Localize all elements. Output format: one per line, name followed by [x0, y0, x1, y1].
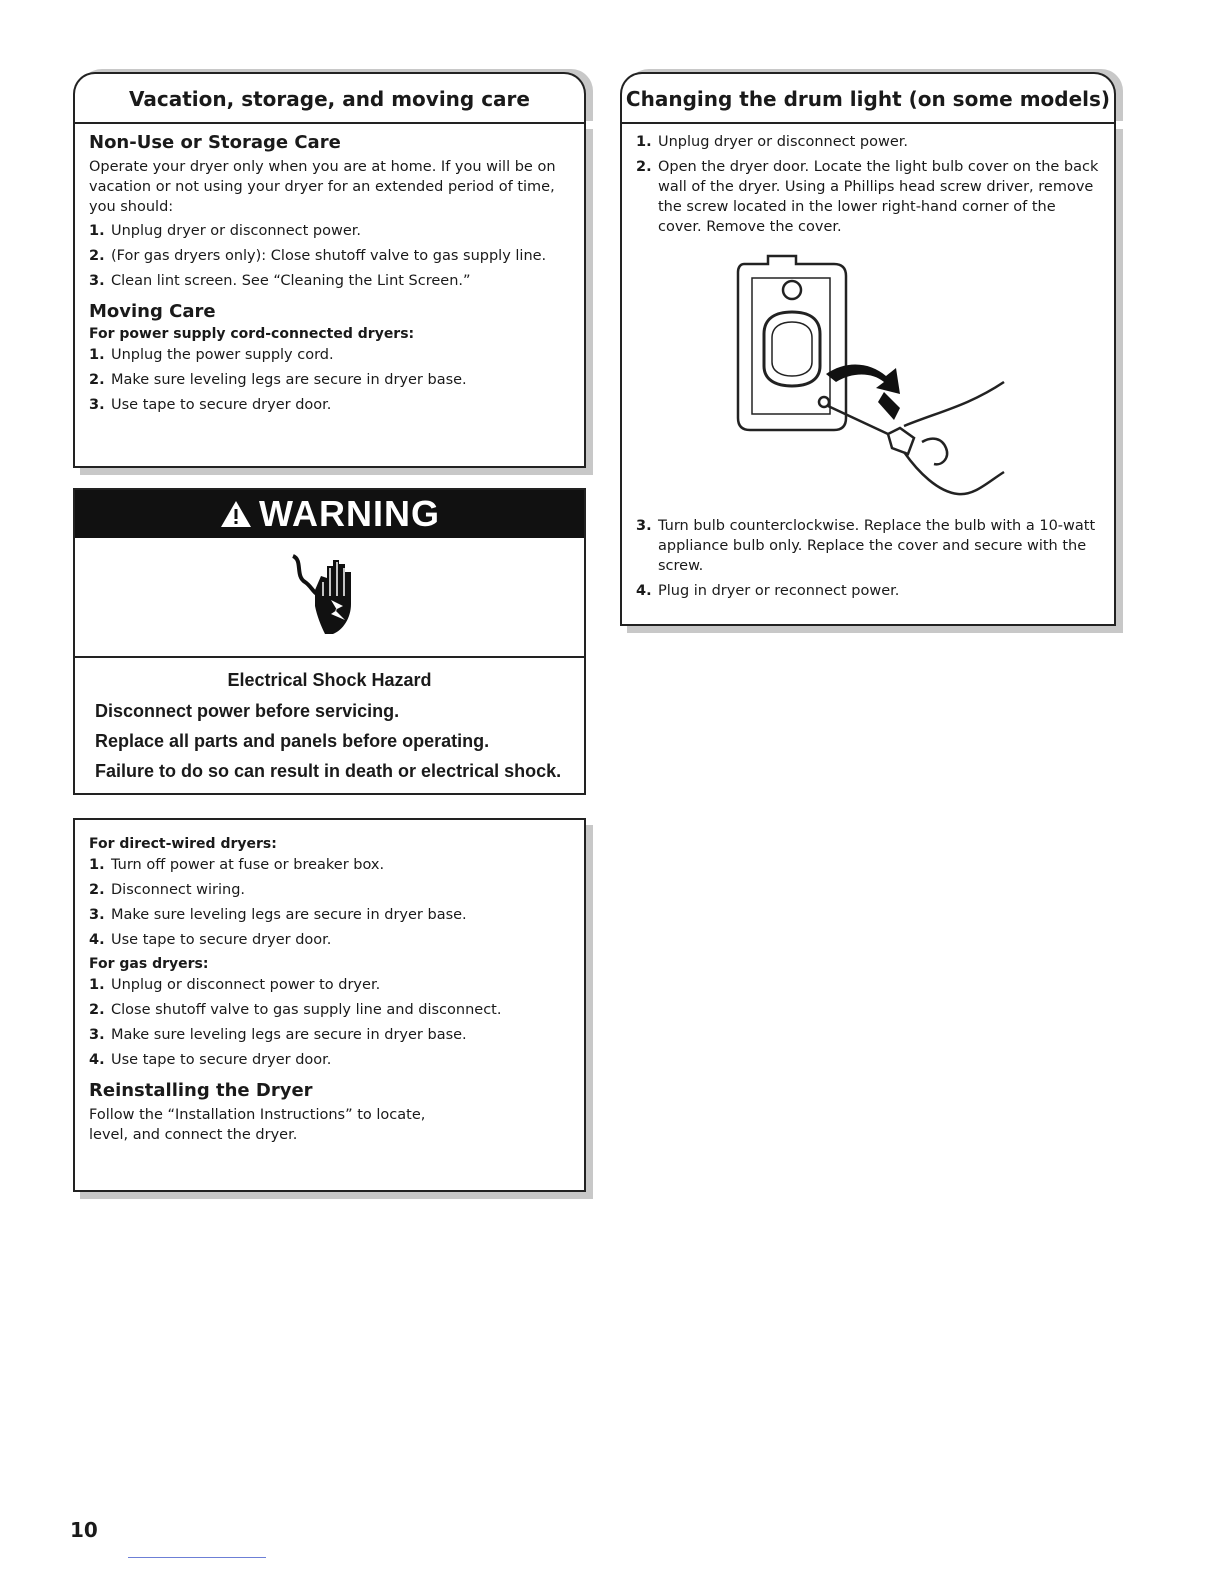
- non-use-intro: Operate your dryer only when you are at home. If you will be on vacation or not using your dryer for an extended period of time, you should:: [89, 159, 556, 215]
- step-text: Make sure leveling legs are secure in dryer base.: [111, 372, 467, 388]
- moving-steps: [89, 345, 570, 415]
- footer-rule: [128, 1557, 266, 1558]
- step-text: Unplug dryer or disconnect power.: [111, 223, 362, 239]
- step-text: Use tape to secure dryer door.: [111, 397, 332, 413]
- list-item: [89, 855, 570, 875]
- step-number: 4.: [636, 583, 652, 599]
- step-number: 1.: [89, 223, 105, 239]
- list-item: [636, 132, 1100, 152]
- warning-box: [73, 488, 586, 795]
- step-number: 3.: [89, 907, 105, 923]
- list-item: [89, 930, 570, 950]
- step-number: 1.: [89, 977, 105, 993]
- step-text: Unplug dryer or disconnect power.: [658, 134, 909, 150]
- gas-steps: [89, 975, 570, 1070]
- page-number: 10: [70, 1518, 98, 1542]
- step-number: 1.: [89, 347, 105, 363]
- drum-light-steps-bottom: [636, 516, 1100, 601]
- drum-light-section-box: [620, 122, 1116, 626]
- step-number: 1.: [636, 134, 652, 150]
- list-item: [89, 1000, 570, 1020]
- electrical-shock-hand-icon: [287, 546, 367, 646]
- list-item: [89, 271, 570, 291]
- list-item: [636, 157, 1100, 237]
- drum-light-section-title: Changing the drum light (on some models): [625, 87, 1111, 111]
- step-number: 4.: [89, 932, 105, 948]
- list-item: [89, 246, 570, 266]
- step-text: Use tape to secure dryer door.: [111, 1052, 332, 1068]
- step-text: (For gas dryers only): Close shutoff valve to gas supply line.: [111, 248, 547, 264]
- step-number: 2.: [89, 248, 105, 264]
- direct-wired-subheading: For direct-wired dryers:: [89, 836, 277, 852]
- step-text: Unplug or disconnect power to dryer.: [111, 977, 381, 993]
- cord-connected-subheading: For power supply cord-connected dryers:: [89, 326, 415, 342]
- step-text: Use tape to secure dryer door.: [111, 932, 332, 948]
- drum-light-cover-illustration: [638, 242, 1098, 512]
- list-item: [89, 370, 570, 390]
- step-number: 4.: [89, 1052, 105, 1068]
- step-text: Turn bulb counterclockwise. Replace the bulb with a 10-watt appliance bulb only. Replace the cover and secure with the screw.: [658, 518, 1096, 574]
- non-use-heading: Non-Use or Storage Care: [89, 132, 341, 153]
- non-use-steps: [89, 221, 570, 291]
- step-text: Plug in dryer or reconnect power.: [658, 583, 900, 599]
- step-number: 2.: [636, 159, 652, 175]
- step-text: Close shutoff valve to gas supply line and disconnect.: [111, 1002, 502, 1018]
- list-item: [636, 581, 1100, 601]
- reinstalling-heading: Reinstalling the Dryer: [89, 1080, 313, 1101]
- list-item: [89, 1050, 570, 1070]
- list-item: [89, 905, 570, 925]
- step-number: 2.: [89, 1002, 105, 1018]
- direct-wired-steps: [89, 855, 570, 950]
- warning-icon-area: [75, 538, 584, 658]
- list-item: [636, 516, 1100, 576]
- warning-triangle-icon: [219, 499, 253, 529]
- drum-light-steps-top: [636, 132, 1100, 237]
- vacation-section-title: Vacation, storage, and moving care: [129, 87, 530, 111]
- step-number: 1.: [89, 857, 105, 873]
- step-number: 3.: [89, 1027, 105, 1043]
- step-number: 2.: [89, 882, 105, 898]
- warning-line: Disconnect power before servicing.: [95, 701, 400, 721]
- step-text: Turn off power at fuse or breaker box.: [111, 857, 385, 873]
- moving-continued-box: [73, 818, 586, 1192]
- drum-light-section-tab: [620, 72, 1116, 124]
- step-text: Clean lint screen. See “Cleaning the Lint Screen.”: [111, 273, 471, 289]
- list-item: [89, 221, 570, 241]
- warning-line: Replace all parts and panels before operating.: [95, 731, 490, 751]
- hazard-title: Electrical Shock Hazard: [227, 670, 432, 690]
- step-text: Unplug the power supply cord.: [111, 347, 334, 363]
- list-item: [89, 345, 570, 365]
- gas-subheading: For gas dryers:: [89, 956, 209, 972]
- step-number: 3.: [89, 273, 105, 289]
- vacation-section-box: [73, 122, 586, 468]
- step-number: 3.: [89, 397, 105, 413]
- step-number: 2.: [89, 372, 105, 388]
- step-text: Open the dryer door. Locate the light bulb cover on the back wall of the dryer. Using a Phillips head screw driver, remove the screw located in the lower right-hand corner of the cover. Remove the cover.: [658, 159, 1099, 235]
- list-item: [89, 395, 570, 415]
- list-item: [89, 880, 570, 900]
- reinstalling-text: Follow the “Installation Instructions” to locate, level, and connect the dryer.: [89, 1107, 426, 1143]
- list-item: [89, 1025, 570, 1045]
- step-text: Make sure leveling legs are secure in dryer base.: [111, 1027, 467, 1043]
- list-item: [89, 975, 570, 995]
- step-number: 3.: [636, 518, 652, 534]
- warning-line: Failure to do so can result in death or electrical shock.: [95, 761, 562, 781]
- warning-title: WARNING: [259, 493, 440, 534]
- warning-header: [75, 490, 584, 538]
- vacation-section-tab: [73, 72, 586, 124]
- moving-care-heading: Moving Care: [89, 301, 216, 322]
- step-text: Disconnect wiring.: [111, 882, 246, 898]
- step-text: Make sure leveling legs are secure in dryer base.: [111, 907, 467, 923]
